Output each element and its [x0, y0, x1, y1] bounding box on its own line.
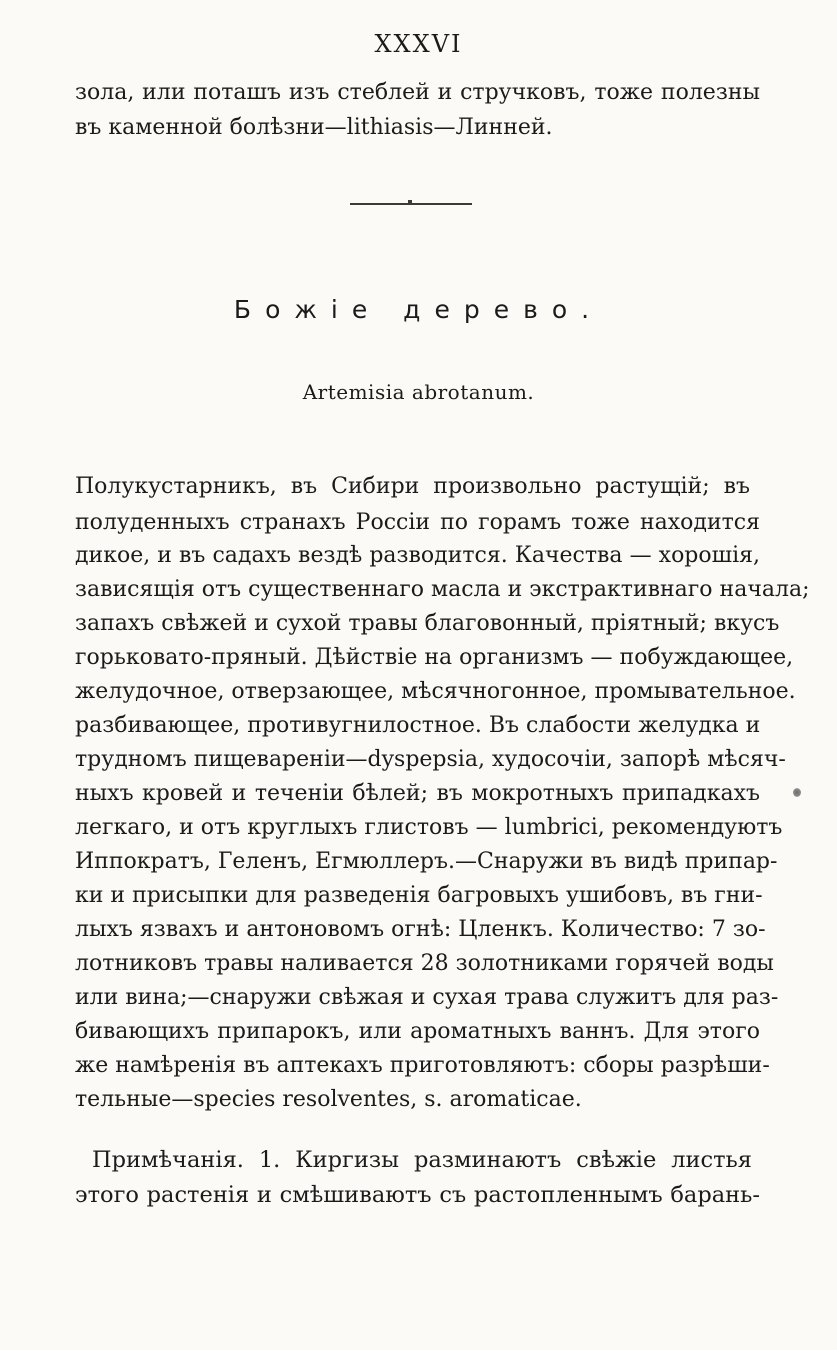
section-divider	[350, 203, 472, 205]
divider-ornament	[408, 200, 412, 203]
intro-line: зола, или поташъ изъ стеблей и стручковъ, тоже полезны	[75, 80, 760, 105]
body-line: горьковато-пряный. Дѣйствіе на организмъ — побуждающее,	[75, 645, 794, 670]
notes-line: Примѣчанія. 1. Киргизы разминаютъ свѣжіе листья	[92, 1147, 752, 1173]
ink-spot	[793, 788, 801, 797]
body-line: легкаго, и отъ круглыхъ глистовъ — lumbrici, рекомендуютъ	[75, 815, 783, 840]
body-line: разбивающее, противугнилостное. Въ слабости желудка и	[75, 713, 761, 738]
body-line: или вина;—снаружи свѣжая и сухая трава служитъ для раз-	[75, 985, 779, 1010]
body-line: запахъ свѣжей и сухой травы благовонный, пріятный; вкусъ	[75, 611, 780, 636]
body-line: желудочное, отверзающее, мѣсячногонное, промывательное.	[75, 679, 796, 704]
body-line: лыхъ язвахъ и антоновомъ огнѣ: Цленкъ. Количество: 7 зо-	[75, 917, 766, 942]
body-line: тельные—species resolventes, s. aromaticae.	[75, 1087, 582, 1112]
body-line: Полукустарникъ, въ Сибири произвольно растущій; въ	[75, 474, 750, 499]
section-title: Божіе дерево.	[233, 295, 604, 324]
body-line: Иппократъ, Геленъ, Егмюллеръ.—Снаружи въ видѣ припар-	[75, 849, 778, 874]
body-line: полуденныхъ странахъ Россіи по горамъ тоже находится	[75, 510, 760, 535]
page-number: XXXVI	[374, 30, 463, 58]
body-line: же намѣренія въ аптекахъ приготовляютъ: сборы разрѣши-	[75, 1053, 770, 1078]
body-line: зависящія отъ существеннаго масла и экстрактивнаго начала;	[75, 577, 810, 602]
body-line: трудномъ пищевареніи—dyspepsia, худосочіи, запорѣ мѣсяч-	[75, 747, 786, 772]
body-line: бивающихъ припарокъ, или ароматныхъ ваннъ. Для этого	[75, 1019, 760, 1044]
body-line: ныхъ кровей и теченіи бѣлей; въ мокротныхъ припадкахъ	[75, 781, 760, 806]
intro-line: въ каменной болѣзни—lithiasis—Линней.	[75, 115, 553, 140]
body-line: ки и присыпки для разведенія багровыхъ ушибовъ, въ гни-	[75, 883, 763, 908]
notes-line: этого растенія и смѣшиваютъ съ растопленнымъ барань-	[75, 1182, 760, 1208]
body-line: дикое, и въ садахъ вездѣ разводится. Качества — хорошія,	[75, 543, 760, 568]
body-line: лотниковъ травы наливается 28 золотниками горячей воды	[75, 951, 774, 976]
latin-name: Artemisia abrotanum.	[302, 380, 535, 404]
